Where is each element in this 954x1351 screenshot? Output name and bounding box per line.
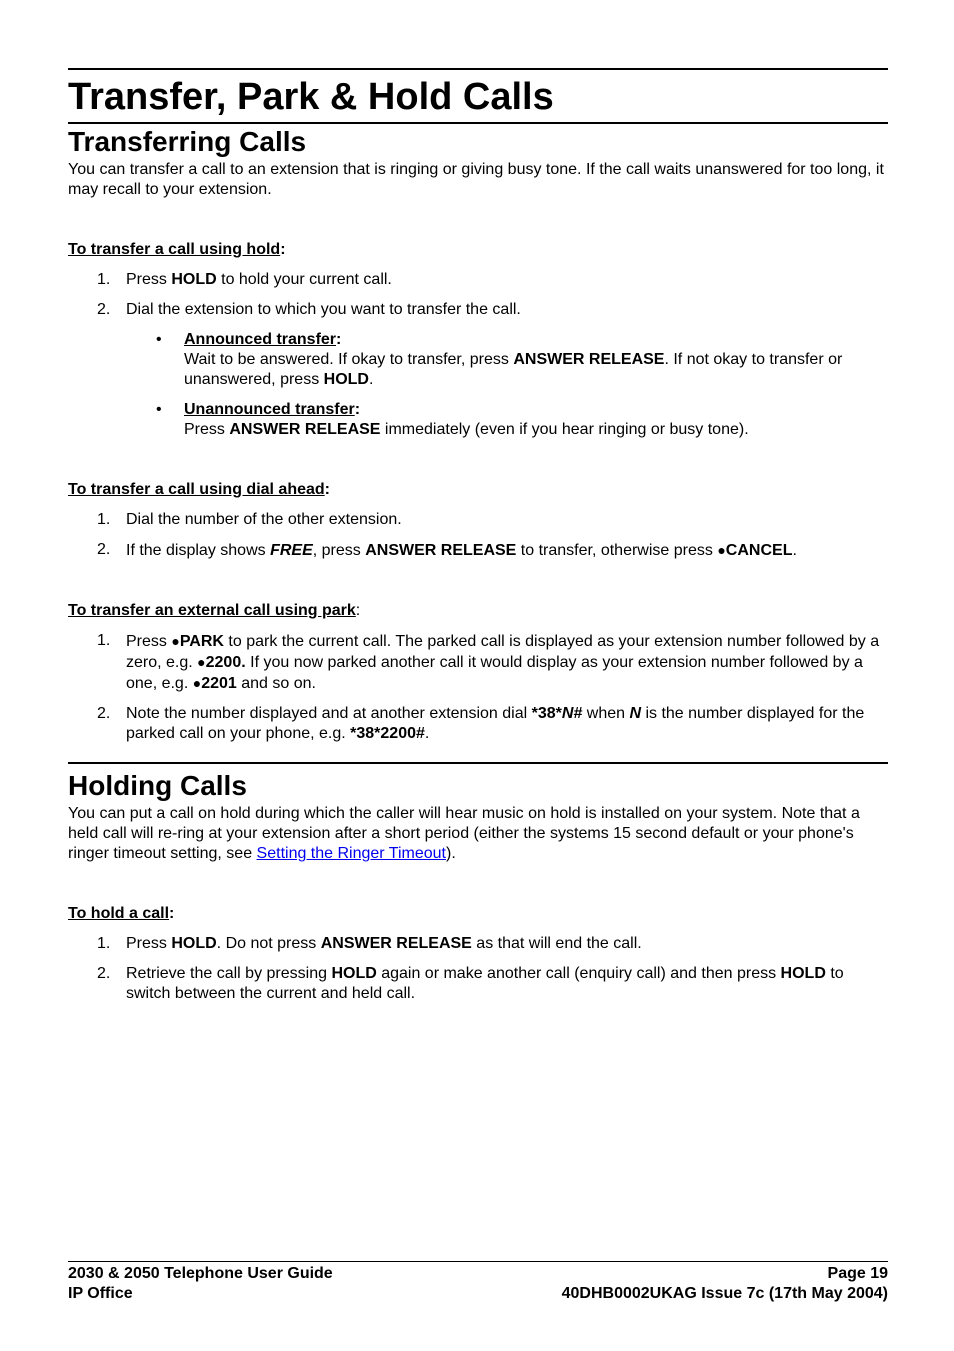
steps-hold-call <box>68 934 888 1004</box>
page-title: Transfer, Park & Hold Calls <box>68 70 888 124</box>
feature-key-icon: ● <box>717 542 726 558</box>
subhead-hold-call: To hold a call: <box>68 905 175 922</box>
section-heading-holding: Holding Calls <box>68 770 247 801</box>
subhead-transfer-hold: To transfer a call using hold: <box>68 241 286 258</box>
page-footer <box>68 1261 888 1304</box>
bullets-transfer-type <box>68 330 888 440</box>
list-item: 2. If the display shows FREE, press ANSWER RELEASE to transfer, otherwise press ●CANCEL. <box>97 541 797 559</box>
list-item: 1. Press ●PARK to park the current call. The parked call is displayed as your extension number followed by a zero, e.g. ●2200. If you now parked another call it would display as your extension number followed by a one, e.g. ●2201 and so on. <box>97 632 880 692</box>
ringer-timeout-link[interactable]: Setting the Ringer Timeout <box>256 845 446 862</box>
document-page <box>68 68 888 1014</box>
bullet-icon: • <box>156 331 162 348</box>
footer-issue: 40DHB0002UKAG Issue 7c (17th May 2004) <box>561 1285 888 1302</box>
list-item: 2. Note the number displayed and at another extension dial *38*N# when N is the number displayed for the parked call on your phone, e.g. *38*2200#. <box>97 705 865 742</box>
section-rule <box>68 762 888 804</box>
transferring-intro: You can transfer a call to an extension that is ringing or giving busy tone. If the call waits unanswered for too long, it may recall to your extension. <box>68 161 884 198</box>
list-item: 1. Press HOLD. Do not press ANSWER RELEASE as that will end the call. <box>97 935 642 952</box>
section-heading-transferring: Transferring Calls <box>68 126 307 157</box>
list-item: 1. Dial the number of the other extension. <box>97 511 402 528</box>
steps-transfer-hold <box>68 270 888 320</box>
steps-park <box>68 631 888 744</box>
list-item: 2. Dial the extension to which you want to transfer the call. <box>97 301 521 318</box>
list-item: 2. Retrieve the call by pressing HOLD again or make another call (enquiry call) and then press HOLD to switch between the current and held call. <box>97 965 844 1002</box>
bullet-icon: • <box>156 401 162 418</box>
footer-product: IP Office <box>68 1285 133 1302</box>
list-item: • Announced transfer: Wait to be answered. If okay to transfer, press ANSWER RELEASE. If not okay to transfer or unanswered, press HOLD. <box>156 331 843 388</box>
steps-dial-ahead <box>68 510 888 561</box>
feature-key-icon: ● <box>197 654 206 670</box>
subhead-dial-ahead: To transfer a call using dial ahead: <box>68 481 330 498</box>
footer-page-number: Page 19 <box>827 1265 888 1282</box>
feature-key-icon: ● <box>192 675 202 691</box>
holding-intro: You can put a call on hold during which the caller will hear music on hold is installed on your system. Note that a held call will re-ring at your extension after a short period (either the systems 15 second default or your phone's ringer timeout setting, see Setting the Ringer Timeout). <box>68 805 860 862</box>
list-item: • Unannounced transfer: Press ANSWER RELEASE immediately (even if you hear ringing or busy tone). <box>156 401 749 438</box>
list-item: 1. Press HOLD to hold your current call. <box>97 271 392 288</box>
subhead-park: To transfer an external call using park: <box>68 602 361 619</box>
footer-guide-title: 2030 & 2050 Telephone User Guide <box>68 1265 333 1282</box>
feature-key-icon: ● <box>171 633 180 649</box>
